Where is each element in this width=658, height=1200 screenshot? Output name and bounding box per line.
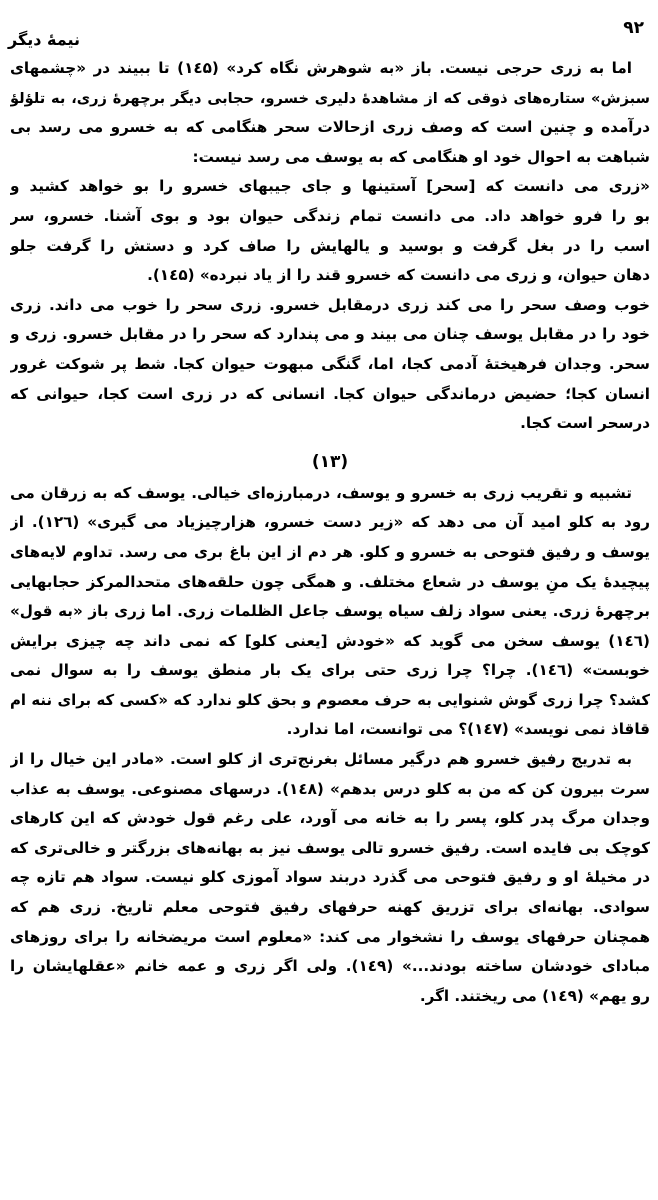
text-line: در مخيلهٔ او و رفيق فتوحی می گذرد دربند سواد آموزی کلو نيست. سواد هم تازه چه [10,868,650,887]
text-line: خود را در مقابل يوسف چنان می بيند و می پندارد که سحر را در مقابل خسرو. زری و [10,325,650,344]
text-line: «زری می دانست که [سحر] آستينها و جای جيبهای خسرو را بو خواهد کشيد و [10,177,650,196]
text-line: خوب وصف سحر را می کند زری درمقابل خسرو. زری سحر را خوب می داند. زری [10,295,650,314]
text-line: يوسف و رفيق فتوحی به خسرو و کلو. هر دم از اين باغ بری می رسد. تداوم لايه‌های [10,542,650,561]
text-line: سحر. وجدان فرهيختهٔ آدمی کجا، اما، گنگی مبهوت حيوان کجا. شط پر شوکت غرور [10,354,650,373]
text-line: تشبيه و تقريب زری به خسرو و يوسف، درمبارزه‌ای خيالی. يوسف که به زرقان می [10,483,632,502]
text-line: رو يهم» (۱٤۹) می ريختند. اگر. [419,986,650,1005]
text-line: قاقاذ نمی نويسد» (۱٤۷)؟ می توانست، اما ندارد. [286,720,650,739]
text-line: همچنان حرفهای يوسف را نشخوار می کند: «معلوم است مريضخانه را برای روزهای [10,927,650,946]
text-line: اما به زری حرجی نيست. باز «به شوهرش نگاه کرد» (۱٤۵) تا ببيند در «چشمهای [10,59,632,77]
text-line: درآمده و چنين است که وصف زری ازحالات سحر هنگامی که به خسرو می رسد بی [10,118,650,137]
text-line: انسان کجا؛ حضيض درماندگی حيوان کجا. انسانی که در زری است کجا، حيوانی که [10,384,650,403]
text-line: دهان حيوان، و زری می دانست که خسرو قند را از ياد نبرده» (۱٤۵). [147,266,650,285]
paragraph [10,54,650,172]
text-line: سوادی. بهانه‌ای برای تزريق کهنه حرفهای رفيق فتوحی معلم تاريخ. زری هم که [10,898,650,917]
text-line: اسب را در بغل گرفت و بوسيد و يالهايش را صاف کرد و دستش را گرفت جلو [10,236,650,255]
text-line: رود به کلو اميد آن می دهد که «زير دست خسرو، هزارچيزياد می گيری» (۱۲٦). از [10,513,650,532]
paragraph [10,745,650,1011]
text-line: (۱٤٦) يوسف سخن می گويد که «خودش [يعنی کلو] که نمی داند چه چيزی برايش [10,631,650,650]
text-line: شباهت به احوال خود او هنگامی که به يوسف می رسد نيست: [192,147,650,166]
block-quote [10,172,650,290]
page-header [0,18,658,50]
paragraph [10,291,650,439]
text-line: پيچيدهٔ يک منِ يوسف در شعاع مختلف. و همگی چون حلقه‌های متحدالمرکز حجابهايی [10,572,650,591]
text-line: بو را فرو خواهد داد. می دانست تمام زندگی حيوان بود و بوی آشنا. خسرو، سر [10,206,650,225]
running-head: نيمهٔ ديگر [8,30,81,49]
text-line: مبادای خودشان ساخته بودند...» (۱٤۹). ولی اگر زری و عمه خانم «عقلهايشان را [10,957,650,976]
text-line: به تدريج رفيق خسرو هم درگير مسائل بغرنج‌تری از کلو است. «مادر اين خيال را از [10,750,632,769]
text-line: سرت بيرون کن که من به کلو درس بدهم» (۱٤۸). درسهای مصنوعی. يوسف به عذاب [10,779,650,798]
paragraph [10,479,650,745]
text-line: خوبست» (۱٤٦). چرا؟ چرا زری حتی برای يک بار منطق يوسف را به سوال نمی [10,661,650,680]
page-number: ۹۲ [623,18,644,38]
text-line: وجدان مرگ پدر کلو، پسر را به خانه می آورد، علی رغم قول خودش که اين کارهای [10,809,650,828]
text-line: برچهرهٔ زری. يعنی سواد زلف سياه يوسف جاعل الظلمات زری. اما زری باز «به قول» [10,602,650,621]
text-line: سبزش» ستاره‌های ذوقی که از مشاهدهٔ دليری خسرو، حجابی ديگر برچهرهٔ زری، به تلؤلؤ [10,89,650,107]
text-line: کشد؟ چرا زری گوش شنوايی به حرف معصوم و بحق کلو ندارد که «کسی که برای ننه ام [10,690,650,709]
text-line: کوچک بی فايده است. رفيق خسرو تالی يوسف نيز به بهانه‌های بزرگتر و خالی‌تری که [10,838,650,857]
text-line: درسحر است کجا. [520,414,650,433]
section-number: (۱۳) [311,451,349,472]
body-text [10,54,650,1011]
